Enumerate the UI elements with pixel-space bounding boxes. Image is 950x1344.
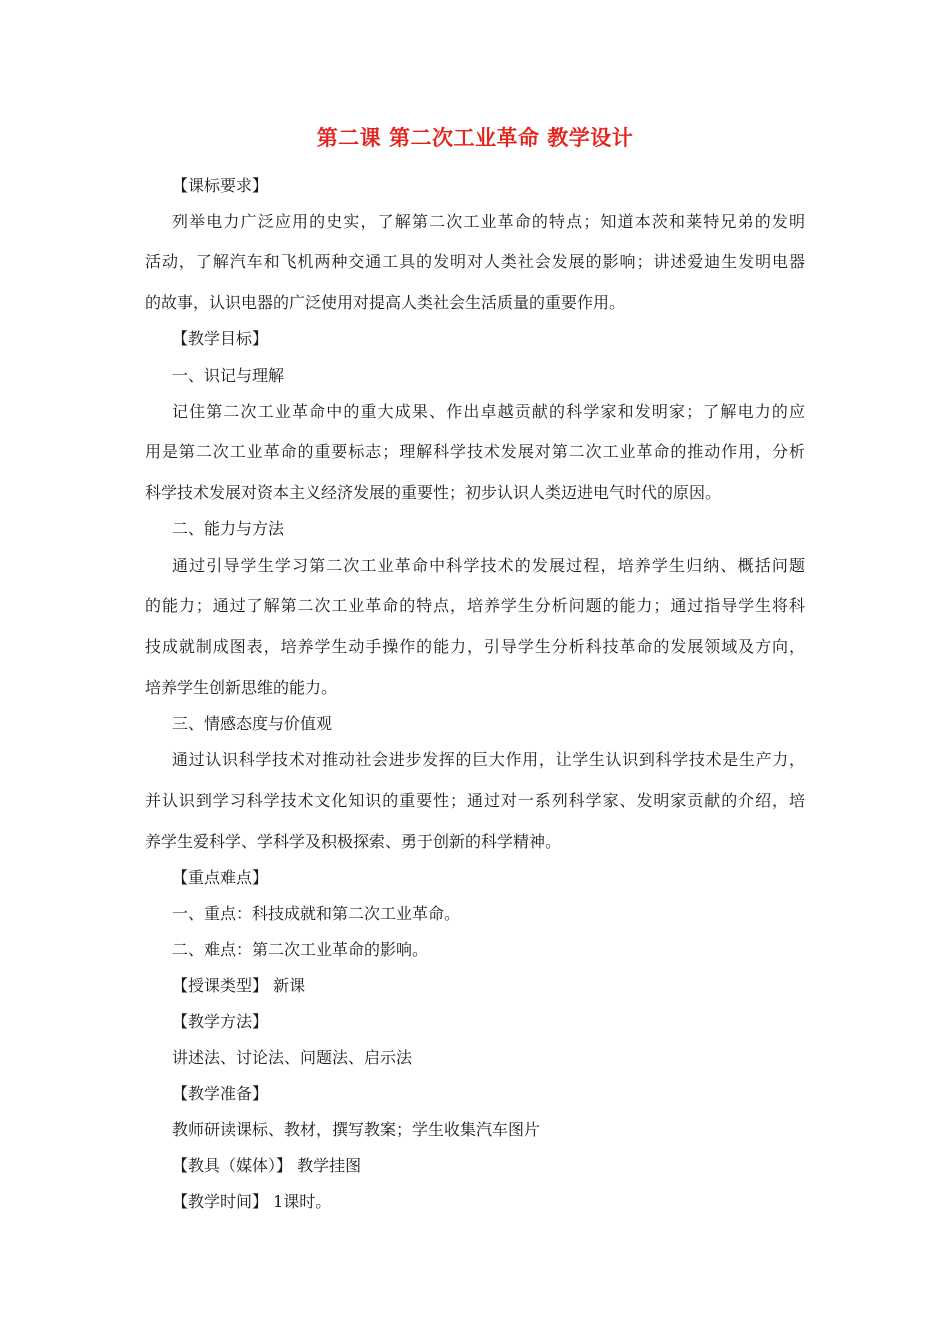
section-heading-goals: 【教学目标】 bbox=[172, 329, 269, 348]
paragraph-line: 技成就制成图表，培养学生动手操作的能力，引导学生分析科技革命的发展领域及方向， bbox=[145, 637, 805, 656]
section-heading-key-points: 【重点难点】 bbox=[172, 868, 269, 887]
paragraph-line: 用是第二次工业革命的重要标志；理解科学技术发展对第二次工业革命的推动作用，分析 bbox=[145, 442, 805, 461]
paragraph-line: 讲述法、讨论法、问题法、启示法 bbox=[172, 1048, 413, 1067]
section-heading-methods: 【教学方法】 bbox=[172, 1012, 269, 1031]
paragraph-line: 记住第二次工业革命中的重大成果、作出卓越贡献的科学家和发明家；了解电力的应 bbox=[172, 402, 805, 421]
section-heading-media: 【教具（媒体）】 教学挂图 bbox=[172, 1156, 362, 1175]
paragraph-line: 二、难点：第二次工业革命的影响。 bbox=[172, 940, 429, 959]
section-heading-curriculum: 【课标要求】 bbox=[172, 176, 269, 195]
paragraph-line: 通过认识科学技术对推动社会进步发挥的巨大作用，让学生认识到科学技术是生产力， bbox=[172, 750, 805, 769]
section-heading-time: 【教学时间】 1课时。 bbox=[172, 1192, 332, 1211]
paragraph-line: 教师研读课标、教材，撰写教案；学生收集汽车图片 bbox=[172, 1120, 541, 1139]
section-heading-lesson-type: 【授课类型】 新课 bbox=[172, 976, 306, 995]
subheading: 一、识记与理解 bbox=[172, 366, 285, 385]
paragraph-line: 列举电力广泛应用的史实，了解第二次工业革命的特点；知道本茨和莱特兄弟的发明 bbox=[172, 212, 805, 231]
paragraph-line: 通过引导学生学习第二次工业革命中科学技术的发展过程，培养学生归纳、概括问题 bbox=[172, 556, 805, 575]
subheading: 三、情感态度与价值观 bbox=[172, 714, 333, 733]
paragraph-line: 养学生爱科学、学科学及积极探索、勇于创新的科学精神。 bbox=[145, 832, 562, 851]
paragraph-line: 活动，了解汽车和飞机两种交通工具的发明对人类社会发展的影响；讲述爱迪生发明电器 bbox=[145, 252, 805, 271]
paragraph-line: 并认识到学习科学技术文化知识的重要性；通过对一系列科学家、发明家贡献的介绍，培 bbox=[145, 791, 805, 810]
paragraph-line: 培养学生创新思维的能力。 bbox=[145, 678, 338, 697]
document-title: 第二课 第二次工业革命 教学设计 bbox=[316, 126, 634, 150]
paragraph-line: 的能力；通过了解第二次工业革命的特点，培养学生分析问题的能力；通过指导学生将科 bbox=[145, 596, 805, 615]
section-heading-preparation: 【教学准备】 bbox=[172, 1084, 269, 1103]
paragraph-line: 的故事，认识电器的广泛使用对提高人类社会生活质量的重要作用。 bbox=[145, 293, 626, 312]
paragraph-line: 科学技术发展对资本主义经济发展的重要性；初步认识人类迈进电气时代的原因。 bbox=[145, 483, 722, 502]
paragraph-line: 一、重点：科技成就和第二次工业革命。 bbox=[172, 904, 461, 923]
subheading: 二、能力与方法 bbox=[172, 519, 285, 538]
